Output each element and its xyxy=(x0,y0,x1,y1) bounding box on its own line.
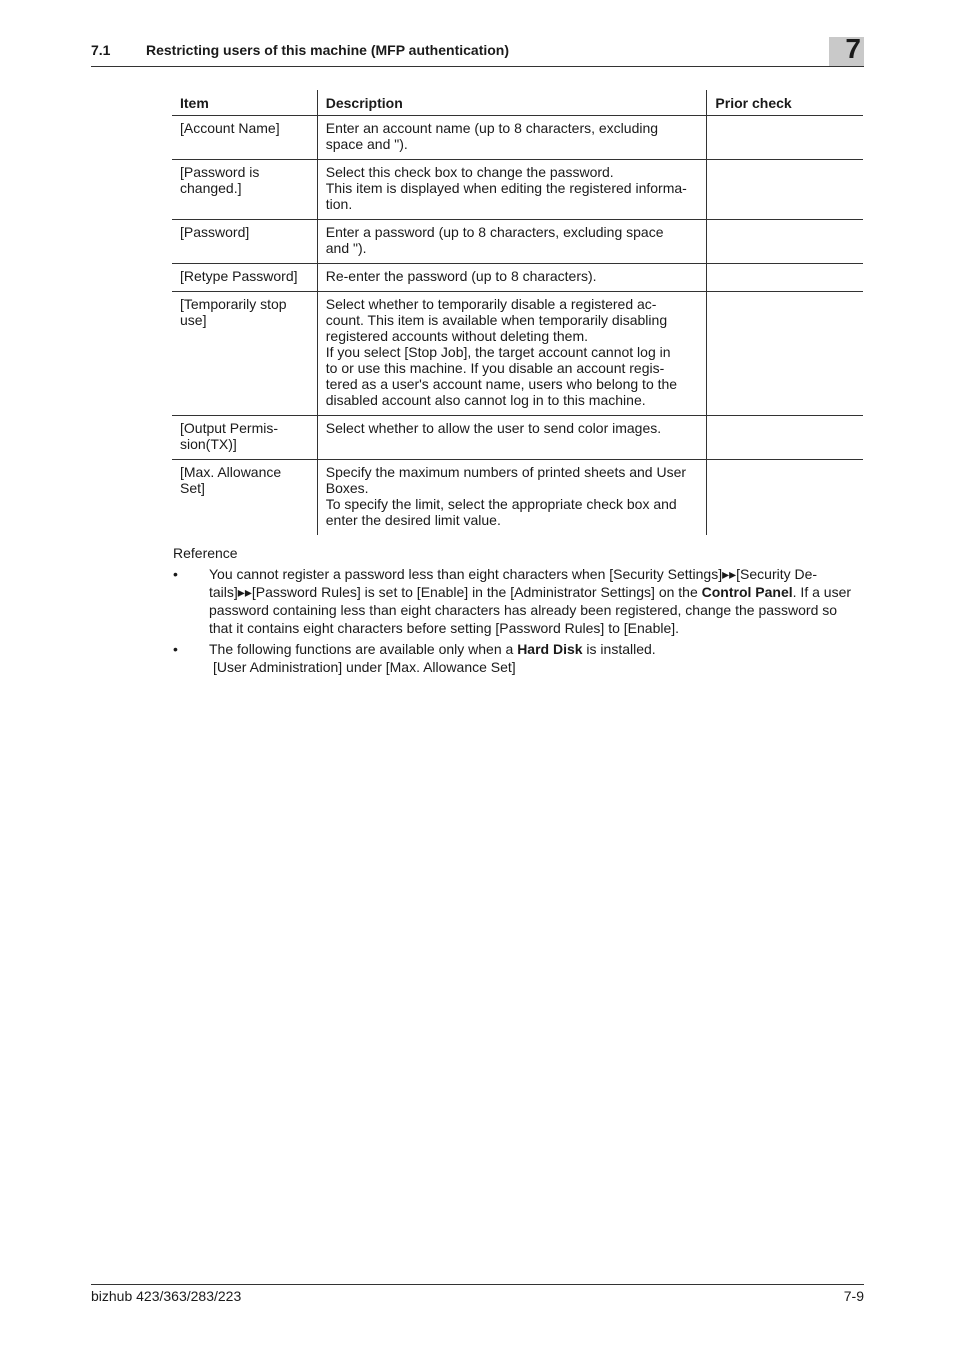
chapter-number: 7 xyxy=(845,33,861,64)
text-run: [Security De- xyxy=(736,566,818,582)
cell-text: [Retype Password] xyxy=(180,268,298,284)
bullet-icon: • xyxy=(173,641,178,657)
cell-description xyxy=(317,292,707,416)
page-header xyxy=(91,33,864,67)
text-run: The following functions are available only when a xyxy=(209,641,518,657)
table-row xyxy=(172,292,863,416)
table-row xyxy=(172,220,863,264)
cell-text: This item is displayed when editing the registered informa- xyxy=(325,180,687,196)
cell-text: space and "). xyxy=(325,136,408,152)
cell-text: [Max. Allowance xyxy=(180,464,282,480)
cell-text: and "). xyxy=(325,240,367,256)
cell-text: registered accounts without deleting them. xyxy=(325,328,589,344)
cell-prior-check xyxy=(707,220,863,264)
cell-text: sion(TX)] xyxy=(180,436,237,452)
list-item xyxy=(173,565,863,637)
cell-text: [Account Name] xyxy=(180,120,280,136)
cell-text: [Password is xyxy=(180,164,260,180)
cell-text: use] xyxy=(180,312,207,328)
cell-text: Set] xyxy=(180,480,205,496)
cell-item xyxy=(172,416,317,460)
cell-description xyxy=(317,264,707,292)
column-header-prior-check: Prior check xyxy=(707,90,863,116)
cell-item xyxy=(172,460,317,536)
cell-text: Boxes. xyxy=(325,480,369,496)
cell-text: count. This item is available when temporarily disabling xyxy=(325,312,668,328)
hard-disk-term: Hard Disk xyxy=(517,641,583,657)
cell-text: [Output Permis- xyxy=(180,420,279,436)
cell-text: disabled account also cannot log in to this machine. xyxy=(325,392,646,408)
table-row xyxy=(172,160,863,220)
cell-text: to or use this machine. If you disable an account regis- xyxy=(325,360,665,376)
control-panel-term: Control Panel xyxy=(701,584,793,600)
cell-text: Re-enter the password (up to 8 characters). xyxy=(325,268,597,284)
cell-description xyxy=(317,116,707,160)
page-footer xyxy=(91,1284,864,1305)
cell-text: Enter an account name (up to 8 characters, excluding xyxy=(325,120,659,136)
cell-text: [Password] xyxy=(180,224,250,240)
text-run: . If a user xyxy=(792,584,852,600)
cell-text: enter the desired limit value. xyxy=(325,512,501,528)
cell-text: tion. xyxy=(325,196,353,212)
cell-description xyxy=(317,220,707,264)
table-row xyxy=(172,416,863,460)
section-title: Restricting users of this machine (MFP authentication) xyxy=(146,42,510,58)
column-header-description: Description xyxy=(317,90,707,116)
cell-item xyxy=(172,292,317,416)
list-item xyxy=(173,640,863,676)
cell-description xyxy=(317,416,707,460)
cell-description xyxy=(317,460,707,536)
text-run: [Password Rules] is set to [Enable] in the [Administrator Settings] on the xyxy=(251,584,702,600)
text-run: tails] xyxy=(209,584,238,600)
cell-text: Select whether to temporarily disable a registered ac- xyxy=(325,296,657,312)
cell-prior-check xyxy=(707,116,863,160)
cell-text: Enter a password (up to 8 characters, excluding space xyxy=(325,224,664,240)
reference-heading: Reference xyxy=(173,545,238,561)
page-number: 7-9 xyxy=(843,1288,864,1304)
table-row xyxy=(172,264,863,292)
cell-prior-check xyxy=(707,416,863,460)
text-run: is installed. xyxy=(582,641,656,657)
table-row xyxy=(172,116,863,160)
cell-text: [Temporarily stop xyxy=(180,296,287,312)
text-run: You cannot register a password less than eight characters when [Security Settings] xyxy=(209,566,723,582)
cell-text: Select this check box to change the password. xyxy=(325,164,614,180)
cell-text: Specify the maximum numbers of printed sheets and User xyxy=(325,464,687,480)
cell-prior-check xyxy=(707,460,863,536)
double-arrow-icon: ▸▸ xyxy=(237,584,252,600)
cell-text: If you select [Stop Job], the target account cannot log in xyxy=(325,344,671,360)
cell-text: changed.] xyxy=(180,180,242,196)
cell-prior-check xyxy=(707,292,863,416)
chapter-tab xyxy=(829,33,864,66)
reference-list xyxy=(173,565,863,679)
cell-item xyxy=(172,220,317,264)
cell-item xyxy=(172,264,317,292)
product-model: bizhub 423/363/283/223 xyxy=(91,1288,242,1304)
cell-description xyxy=(317,160,707,220)
settings-table xyxy=(172,90,863,535)
text-run: that it contains eight characters before setting [Password Rules] to [Enable]. xyxy=(209,620,680,636)
cell-prior-check xyxy=(707,264,863,292)
section-number: 7.1 xyxy=(91,42,111,58)
column-header-item: Item xyxy=(172,90,317,116)
bullet-icon: • xyxy=(173,566,178,582)
cell-text: tered as a user's account name, users who belong to the xyxy=(325,376,678,392)
table-row xyxy=(172,460,863,536)
sub-item: [User Administration] under [Max. Allowance Set] xyxy=(213,659,516,675)
double-arrow-icon: ▸▸ xyxy=(722,566,737,582)
cell-text: To specify the limit, select the appropriate check box and xyxy=(325,496,677,512)
table-header-row xyxy=(172,90,863,116)
cell-item xyxy=(172,160,317,220)
cell-prior-check xyxy=(707,160,863,220)
cell-item xyxy=(172,116,317,160)
cell-text: Select whether to allow the user to send color images. xyxy=(325,420,662,436)
text-run: password containing less than eight characters has already been registered, change the password so xyxy=(209,602,838,618)
